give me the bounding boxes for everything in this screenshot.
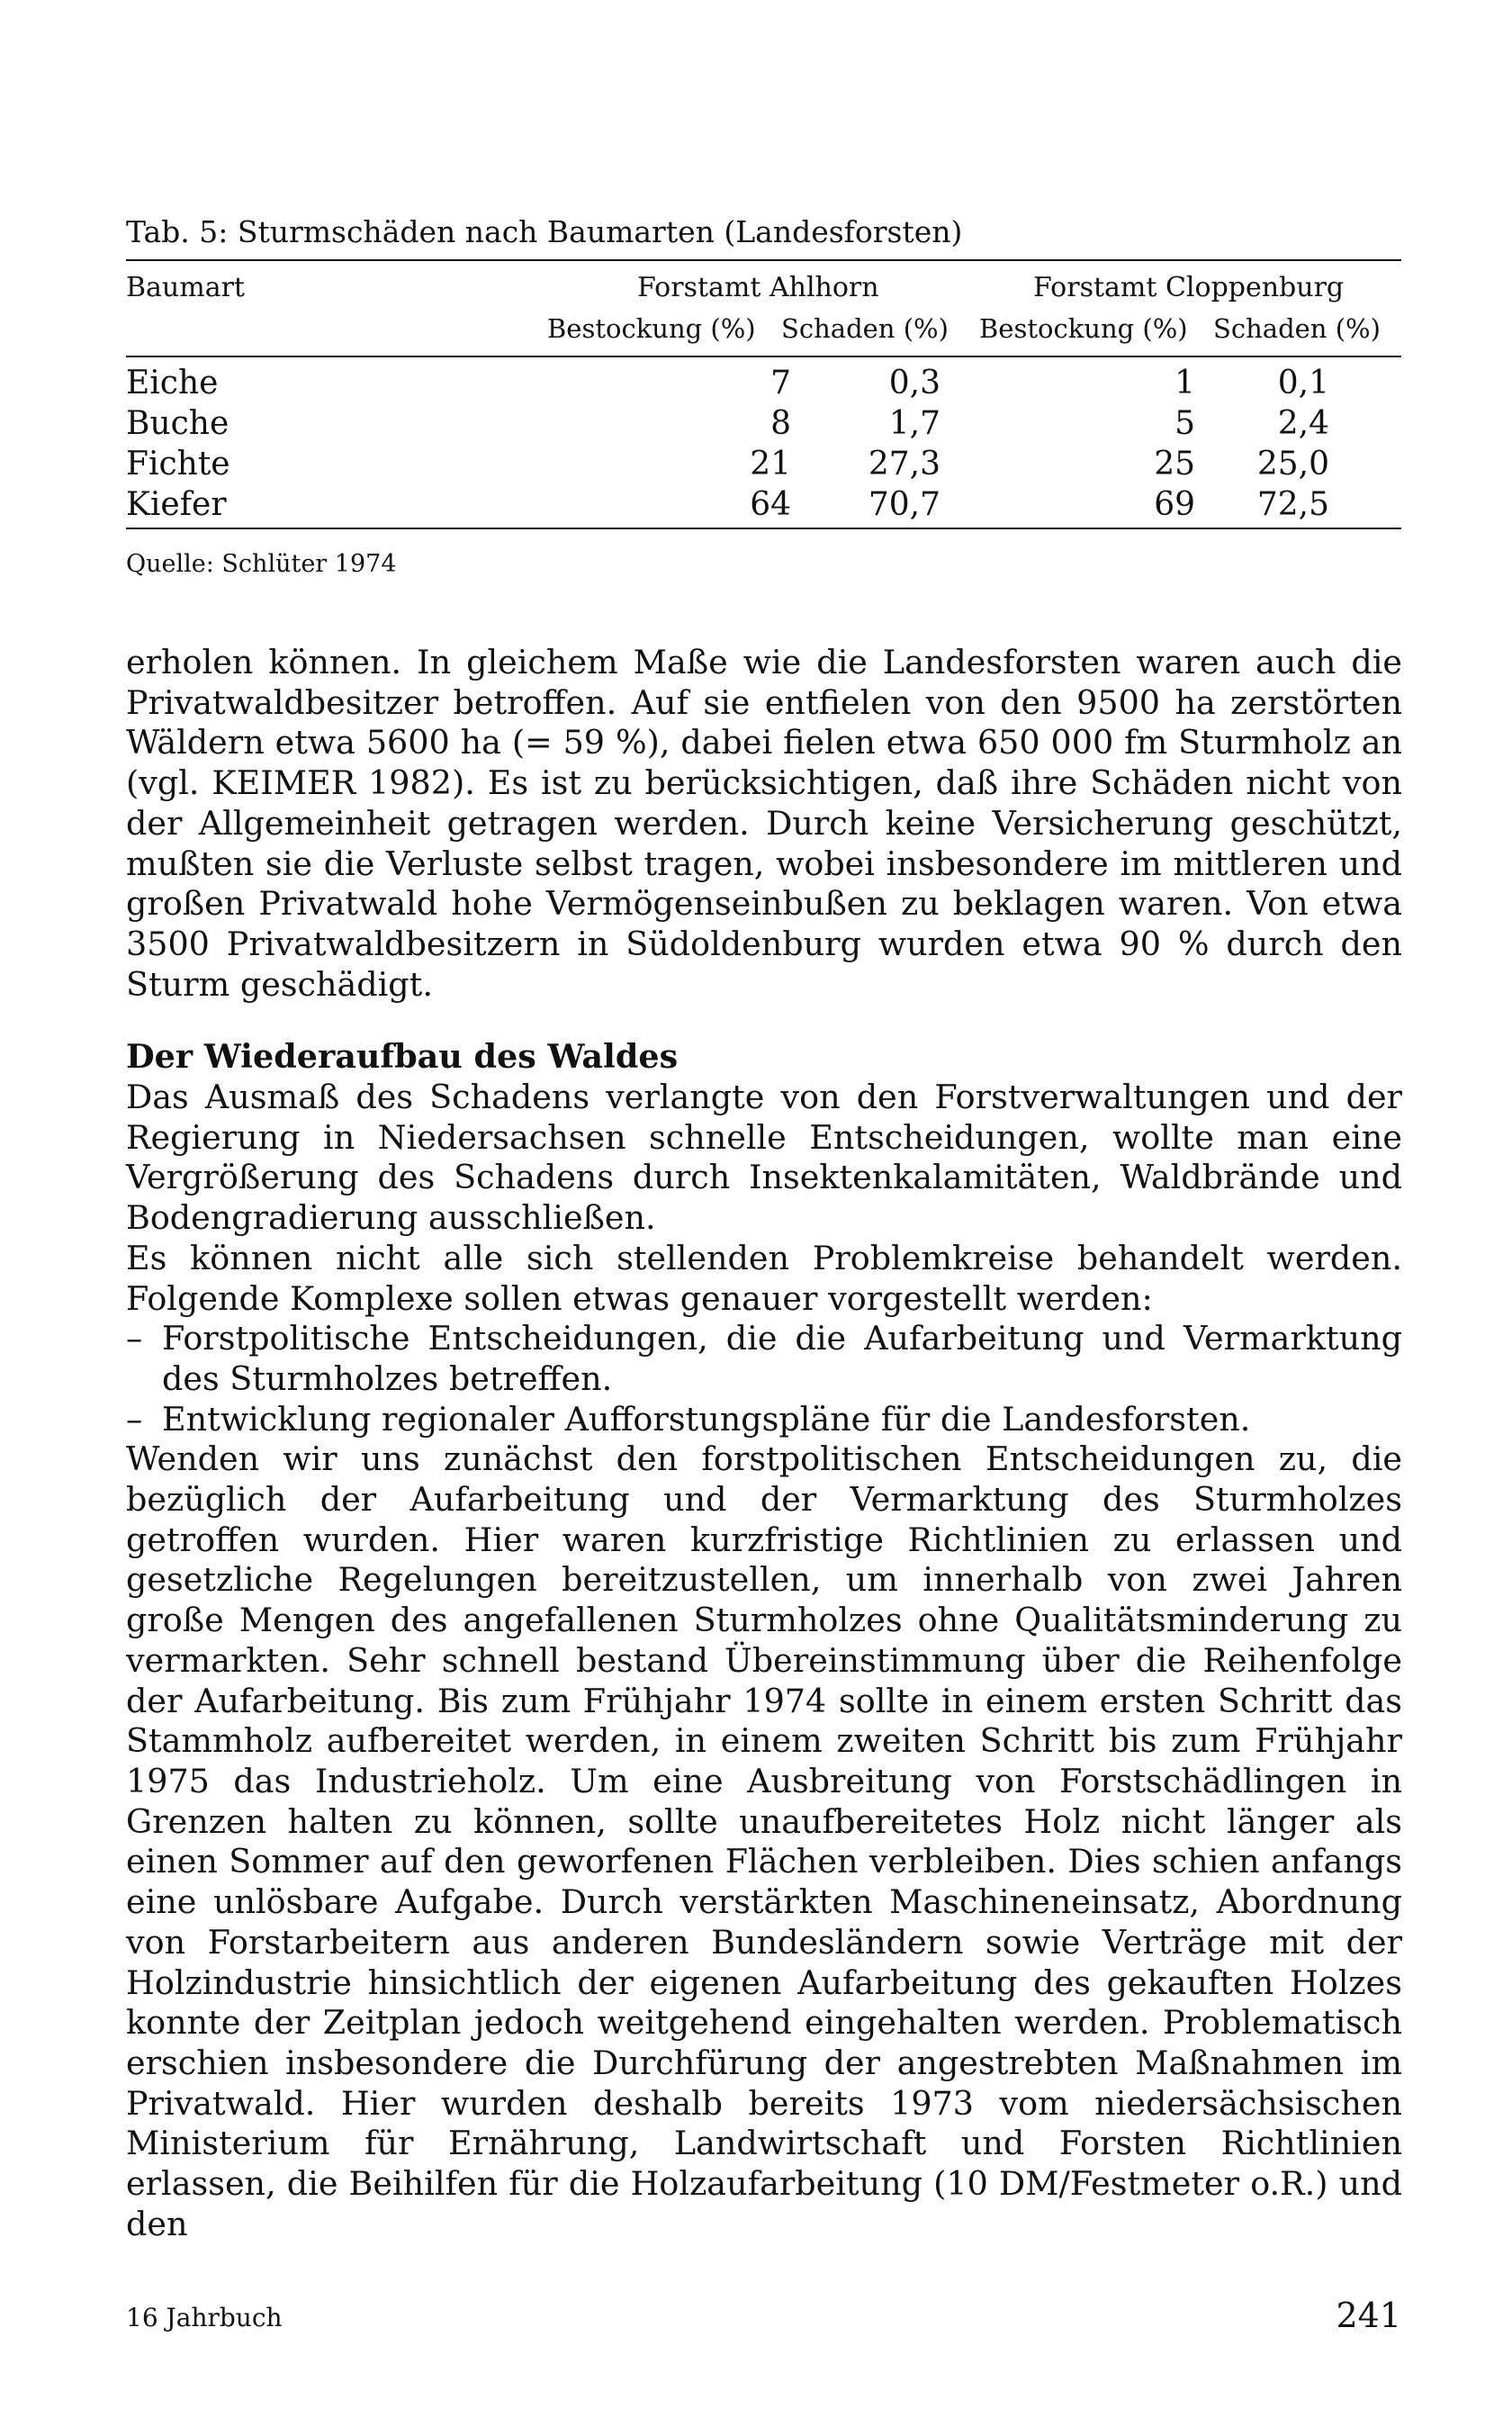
subheader-schaden-ahlhorn: Schaden (%) — [781, 313, 949, 344]
cell-baumart: Kiefer — [126, 486, 227, 523]
subheader-bestockung-cloppenburg: Bestockung (%) — [979, 313, 1188, 344]
table-row — [126, 484, 1401, 525]
dash-item-text: Entwicklung regionaler Aufforstungspläne für die Landesforsten. — [162, 1399, 1251, 1439]
subheader-bestockung-ahlhorn: Bestockung (%) — [547, 313, 756, 344]
dash-mark: – — [126, 1319, 143, 1358]
table-row — [126, 363, 1401, 403]
paragraph-gap — [126, 1005, 1402, 1037]
dash-item-text: Forstpolitische Entscheidungen, die die Aufarbeitung und Vermarktung des Sturmholzes betreffen. — [162, 1319, 1402, 1398]
table-row — [126, 403, 1401, 444]
cell-cloppenburg-bestockung: 25 — [1154, 446, 1195, 483]
cell-ahlhorn-bestockung: 8 — [770, 405, 791, 442]
table-bottom-rule — [126, 528, 1401, 529]
header-baumart: Baumart — [126, 272, 245, 303]
cell-cloppenburg-bestockung: 5 — [1174, 405, 1195, 442]
cell-baumart: Eiche — [126, 365, 219, 401]
footer-signature: 16 Jahrbuch — [126, 2303, 283, 2332]
subheader-schaden-cloppenburg: Schaden (%) — [1213, 313, 1381, 344]
dash-list-item — [126, 1400, 1402, 1440]
header-forstamt-cloppenburg: Forstamt Cloppenburg — [1033, 272, 1345, 303]
paragraph-forstpolitik: Wenden wir uns zunächst den forstpolitischen Entscheidungen zu, die bezüglich der Aufarbeitung und der Vermarktung des Sturmholzes getroffen wurden. Hier waren kurzfristige Richtlinien zu erlassen und gesetzliche Regelungen bereitzustellen, um innerhalb von zwei Jahren große Mengen des angefallenen Sturmholzes ohne Qualitätsminderung zu vermarkten. Sehr schnell bestand Übereinstimmung über die Reihenfolge der Aufarbeitung. Bis zum Frühjahr 1974 sollte in einem ersten Schritt das Stammholz aufbereitet werden, in einem zweiten Schritt bis zum Frühjahr 1975 das Industrieholz. Um eine Ausbreitung von Forstschädlingen in Grenzen halten zu können, sollte unaufbereitetes Holz nicht länger als einen Sommer auf den geworfenen Flächen verbleiben. Dies schien anfangs eine unlösbare Aufgabe. Durch verstärkten Maschineneinsatz, Abordnung von Forstarbeitern aus anderen Bundesländern sowie Verträge mit der Holzindustrie hinsichtlich der eigenen Aufarbeitung des gekauften Holzes konnte der Zeitplan jedoch weitgehend eingehalten werden. Problematisch erschien insbesondere die Durchfürung der angestrebten Maßnahmen im Privatwald. Hier wurden deshalb bereits 1973 vom niedersächsischen Ministerium für Ernährung, Landwirtschaft und Forsten Richtlinien erlassen, die Beihilfen für die Holzaufarbeitung (10 DM/Festmeter o.R.) und den — [126, 1439, 1402, 2243]
cell-cloppenburg-schaden: 2,4 — [1277, 405, 1329, 442]
cell-ahlhorn-bestockung: 64 — [750, 486, 791, 523]
cell-ahlhorn-schaden: 70,7 — [868, 486, 940, 523]
cell-cloppenburg-bestockung: 1 — [1174, 365, 1195, 401]
cell-cloppenburg-schaden: 25,0 — [1256, 446, 1329, 483]
cell-ahlhorn-schaden: 1,7 — [888, 405, 940, 442]
dash-list-item — [126, 1319, 1402, 1399]
cell-baumart: Buche — [126, 405, 230, 442]
cell-ahlhorn-bestockung: 21 — [750, 446, 791, 483]
cell-ahlhorn-bestockung: 7 — [770, 365, 791, 401]
header-forstamt-ahlhorn: Forstamt Ahlhorn — [637, 272, 879, 303]
dash-mark: – — [126, 1399, 143, 1439]
cell-cloppenburg-schaden: 0,1 — [1277, 365, 1329, 401]
table-top-rule — [126, 259, 1401, 261]
table-row — [126, 444, 1401, 484]
cell-cloppenburg-bestockung: 69 — [1154, 486, 1195, 523]
cell-cloppenburg-schaden: 72,5 — [1256, 486, 1329, 523]
paragraph-problemkreise: Es können nicht alle sich stellenden Problemkreise behandelt werden. Folgende Komplexe sollen etwas genauer vorgestellt werden: — [126, 1238, 1402, 1318]
cell-baumart: Fichte — [126, 446, 230, 483]
cell-ahlhorn-schaden: 27,3 — [868, 446, 940, 483]
table-caption: Tab. 5: Sturmschäden nach Baumarten (Landesforsten) — [126, 214, 963, 249]
paragraph-privatwald: erholen können. In gleichem Maße wie die Landesforsten waren auch die Privatwaldbesitzer betroffen. Auf sie entfielen von den 9500 ha zerstörten Wäldern etwa 5600 ha (= 59 %), dabei fielen etwa 650 000 fm Sturmholz an (vgl. KEIMER 1982). Es ist zu berücksichtigen, daß ihre Schäden nicht von der Allgemeinheit getragen werden. Durch keine Versicherung geschützt, mußten sie die Verluste selbst tragen, wobei insbesondere im mittleren und großen Privatwald hohe Vermögenseinbußen zu beklagen waren. Von etwa 3500 Privatwaldbesitzern in Südoldenburg wurden etwa 90 % durch den Sturm geschädigt. — [126, 643, 1402, 1004]
cell-ahlhorn-schaden: 0,3 — [888, 365, 940, 401]
table-source: Quelle: Schlüter 1974 — [126, 550, 397, 578]
section-heading: Der Wiederaufbau des Waldes — [126, 1037, 679, 1077]
page-number: 241 — [1336, 2296, 1401, 2335]
body-text — [126, 643, 1402, 2244]
paragraph-ausmass: Das Ausmaß des Schadens verlangte von den Forstverwaltungen und der Regierung in Niedersachsen schnelle Entscheidungen, wollte man eine Vergrößerung des Schadens durch Insektenkalamitäten, Waldbrände und Bodengradierung ausschließen. — [126, 1078, 1402, 1238]
table-header-rule — [126, 356, 1401, 357]
table-body — [126, 363, 1401, 525]
